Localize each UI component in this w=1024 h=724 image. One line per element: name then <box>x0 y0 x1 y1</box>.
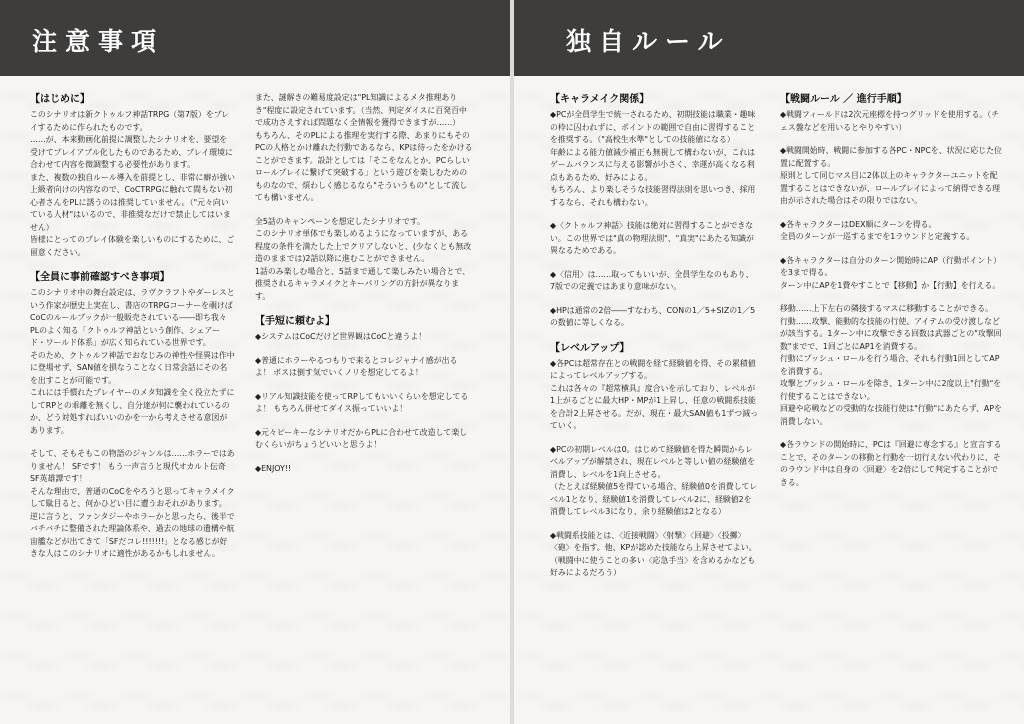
paragraph: 1話のみ楽しむ場合と、5話まで通して楽しみたい場合とで、推奨されるキャラメイクとキーパリングの方針が異なります。 <box>255 266 471 301</box>
spacer <box>550 258 758 269</box>
spacer <box>30 259 235 270</box>
right-column-2 <box>780 92 1002 489</box>
spacer <box>30 437 235 448</box>
section-heading: 【キャラメイク関係】 <box>550 94 650 105</box>
paragraph: また、謎解きの難易度設定は"PL知識によるメタ推理ありき"程度に設定されています。（当然、判定ダイスに百発百中で成功さえすれば問題なく全情報を獲得できますが……） <box>255 93 467 127</box>
spacer <box>780 428 1002 439</box>
paragraph: （たとえば経験値5を得ている場合、経験値0を消費してレベル1となり、経験値1を消費してレベル2に、経験値2を消費してレベル3になり、余り経験値は2となる） <box>550 482 758 516</box>
paragraph: ◆元々ピーキーなシナリオだからPLに合わせて改造して楽しむくらいがちょうどいいと思うよ！ <box>255 427 468 449</box>
paragraph: ◆戦闘フィールドは2次元座標を持つグリッドを使用する。（チェス盤などを用いるとやりやすい） <box>780 110 1000 132</box>
paragraph: ◆ENJOY!! <box>255 463 292 473</box>
right-column-1 <box>550 92 758 580</box>
left-page-title: 注意事項 <box>32 27 165 56</box>
paragraph: ◆リアル知識技能を使ってRPしてもいいくらいを想定してるよ！ もちろん併せてダイス振っていいよ！ <box>255 391 469 413</box>
right-page-title: 独自ルール <box>566 27 731 56</box>
spacer <box>255 416 473 427</box>
paragraph: このシナリオは新クトゥルフ神話TRPG（第7版）をプレイするために作られたものです。 <box>30 110 230 132</box>
paragraph: ◆〈信用〉は……取ってもいいが、全員学生なのもあり、7版での定義ではあまり意味がない。 <box>550 269 754 291</box>
paragraph: ◆各キャラクターはDEX順にターンを得る。 <box>780 219 937 229</box>
paragraph: そのため、クトゥルフ神話でおなじみの神性や怪異は作中に登場せず、SAN値を損なうことなく日常会話にその名を出すことが可能です。 <box>30 350 235 385</box>
spacer <box>780 134 1002 145</box>
spacer <box>550 209 758 220</box>
section-heading: 【手短に頼むよ】 <box>255 316 335 327</box>
spacer <box>255 380 473 391</box>
spacer <box>550 519 758 530</box>
paragraph: 行動……攻撃、能動的な技能の行使、アイテムの受け渡しなどが該当する。1ターン中に攻撃できる回数は武器ごとの"攻撃回数"までで、1回ごとにAP1を消費する。 <box>780 316 1002 351</box>
paragraph: 逆に言うと、ファンタジーやホラーかと思ったら、後半でバチバチに整備された理論体系や、過去の地球の遺構や航宙艦などが出てきて「SFだコレ!!!!!!!」となる感じが好きな人はこのシナリオに適性があるかもしれません。 <box>30 511 235 558</box>
paragraph: 皆様にとってのプレイ体験を楽しいものにするために、ご留意ください。 <box>30 235 235 257</box>
paragraph: 全5話のキャンペーンを想定したシナリオです。 <box>255 216 425 226</box>
right-title-banner <box>514 0 1024 76</box>
paragraph: 行動にプッシュ・ロールを行う場合、それも行動1回としてAPを消費する。 <box>780 354 1000 376</box>
left-column-2 <box>255 92 473 475</box>
paragraph: ……が、本来動画化前提に調整したシナリオを、要望を受けてプレイアブル化したものであるため、プレイ環境に合わせて内容を微調整する必要性があります。 <box>30 135 233 169</box>
paragraph: 回避や応戦などの受動的な技能行使は"行動"にあたらず、APを消費しない。 <box>780 404 1002 426</box>
spacer <box>255 344 473 355</box>
paragraph: もちろん、より楽しそうな技能習得法則を思いつき、採用するなら、それも構わない。 <box>550 185 756 207</box>
paragraph: そんな理由で、普通のCoCをやろうと思ってキャラメイクして駄目ると、何かひどい目に遭うおそれがあります。 <box>30 486 235 508</box>
paragraph: ◆戦闘開始時、戦闘に参加する各PC・NPCを、状況に応じた位置に配置する。 <box>780 146 1002 168</box>
left-title-banner <box>0 0 510 76</box>
spacer <box>550 433 758 444</box>
paragraph: ターン中にAPを1費やすことで【移動】か【行動】を行える。 <box>780 280 1001 290</box>
paragraph: ◆各キャラクターは自分のターン開始時にAP（行動ポイント）を3まで得る。 <box>780 255 1002 277</box>
paragraph: このシナリオ単体でも楽しめるようになっていますが、ある程度の条件を満たした上でクリアしないと、(少なくとも無改造のままでは)2話以降に進むことができません。 <box>255 229 472 263</box>
left-column-1 <box>30 92 235 561</box>
paragraph: ◆各PCは超常存在との戦闘を経て経験値を得、その累積値によってレベルアップする。 <box>550 358 756 380</box>
paragraph: ◆PCの初期レベルは0。はじめて経験値を得た瞬間からレベルアップが解禁され、現在レベルと等しい値の経験値を消費し、レベルを1向上させる。 <box>550 444 756 479</box>
paragraph: ◆戦闘系技能とは、〈近接戦闘〉〈射撃〉〈回避〉〈投擲〉〈砲〉を指す。他、KPが認めた技能なら上昇させてよい。（戦闘中に使うことの多い〈応急手当〉を含めるかなども好みによるだろう） <box>550 530 757 577</box>
paragraph: ◆システムはCoCだけど世界観はCoCと違うよ！ <box>255 332 427 341</box>
paragraph: これには手慣れたプレイヤーのメタ知識を全く役立たずにしてRPとの乖離を無くし、自分達が何に襲われているのか、どう対処すればいいのかを一から考えさせる意図があります。 <box>30 388 235 435</box>
section-heading: 【はじめに】 <box>30 94 90 105</box>
paragraph: これは各々の『超常横具』度合いを示しており、レベルが1上がるごとに最大HP・MPが1上昇し、任意の戦闘系技能を合計2上昇させる。だが、現在・最大SAN値も1ずつ減っていく。 <box>550 383 758 430</box>
spacer <box>780 244 1002 255</box>
paragraph: 原則として同じマス目に2体以上のキャラクターユニットを配置することはできないが、ロールプレイによって納得できる理由が示された場合はその限りではない。 <box>780 171 1001 205</box>
paragraph: そして、そもそもこの物語のジャンルは……ホラーではありません！ SFです！ もう一声言うと現代オカルト伝奇SF英雄譚です！ <box>30 449 235 483</box>
paragraph: また、複数の独自ルール導入を前提とし、非常に癖が強い上級者向けの内容なので、CoCTRPGに触れて間もない初心者さんをPLに誘うのは推奨していません。（"元々向いている人材"はいるので、非推奨なだけで禁止してはいません） <box>30 172 236 232</box>
spacer <box>255 205 473 216</box>
section-heading: 【全員に事前確認すべき事項】 <box>30 272 170 283</box>
spacer <box>255 303 473 314</box>
paragraph: ◆普通にホラーやるつもりで来るとコレジャナイ感が出るよ！ ボスは倒す気でいくノリを想定してるよ！ <box>255 355 458 377</box>
paragraph: 移動……上下左右の隣接するマスに移動することができる。 <box>780 304 994 313</box>
paragraph: 攻撃とプッシュ・ロールを除き、1ターン中に2度以上"行動"を行使することはできない。 <box>780 379 1002 401</box>
paragraph: ◆PCが全員学生で統一されるため、初期技能は職業・趣味の枠に囚われずに、ポイントの範囲で自由に習得することを推奨する。（"高校生水準"としての技能値になる） <box>550 110 756 144</box>
paragraph: ◆HPは通常の2倍――すなわち、CONの1／5+SIZの1／5の数値に等しくなる。 <box>550 305 756 327</box>
section-heading: 【レベルアップ】 <box>550 342 630 354</box>
spacer <box>550 294 758 305</box>
paragraph: このシナリオ中の舞台設定は、ラヴクラフトやダーレスという作家が歴史上実在し、書店のTRPGコーナーを覗けばCoCのルールブックが一般販売されている――即ち我々PLのよく知る「クトゥルフ神話という創作、シェアード・ワールド体系」が広く知られている世界です。 <box>30 288 235 347</box>
right-page <box>514 0 1024 724</box>
spacer <box>255 452 473 463</box>
left-page <box>0 0 510 724</box>
paragraph: ◆各ラウンドの開始時に、PCは『回避に専念する』と宣言することで、そのターンの移動と行動を一切行えない代わりに、そのラウンド中は自身の〈回避〉を2倍にして判定することができる。 <box>780 440 1002 487</box>
paragraph: 年齢による能力値減少補正も無視して構わないが、これはゲームバランスに与える影響が小さく、幸運が高くなる利点もあるため、好みによる。 <box>550 147 756 182</box>
section-heading: 【戦闘ルール ／ 進行手順】 <box>780 94 907 105</box>
paragraph: 全員のターンが一巡するまでを1ラウンドと定義する。 <box>780 232 975 241</box>
spacer <box>550 330 758 341</box>
paragraph: もちろん、そのPLによる推理を実行する際、あまりにもそのPCの人格とかけ離れた行動であるなら、KPは待ったをかけることができます。設計としては「そこをなんとか、PCらしいロールプレイに繋げて突破する」という遊びを楽しむためのものなので、煩わしく感じるなら"そういうもの"として流しても構いません。 <box>255 130 473 202</box>
spacer <box>780 208 1002 219</box>
paragraph: ◆〈クトゥルフ神話〉技能は絶対に習得することができない。この世界では"真の物理法則"、"真実"にあたる知識が異なるためである。 <box>550 221 754 255</box>
spacer <box>780 292 1002 303</box>
